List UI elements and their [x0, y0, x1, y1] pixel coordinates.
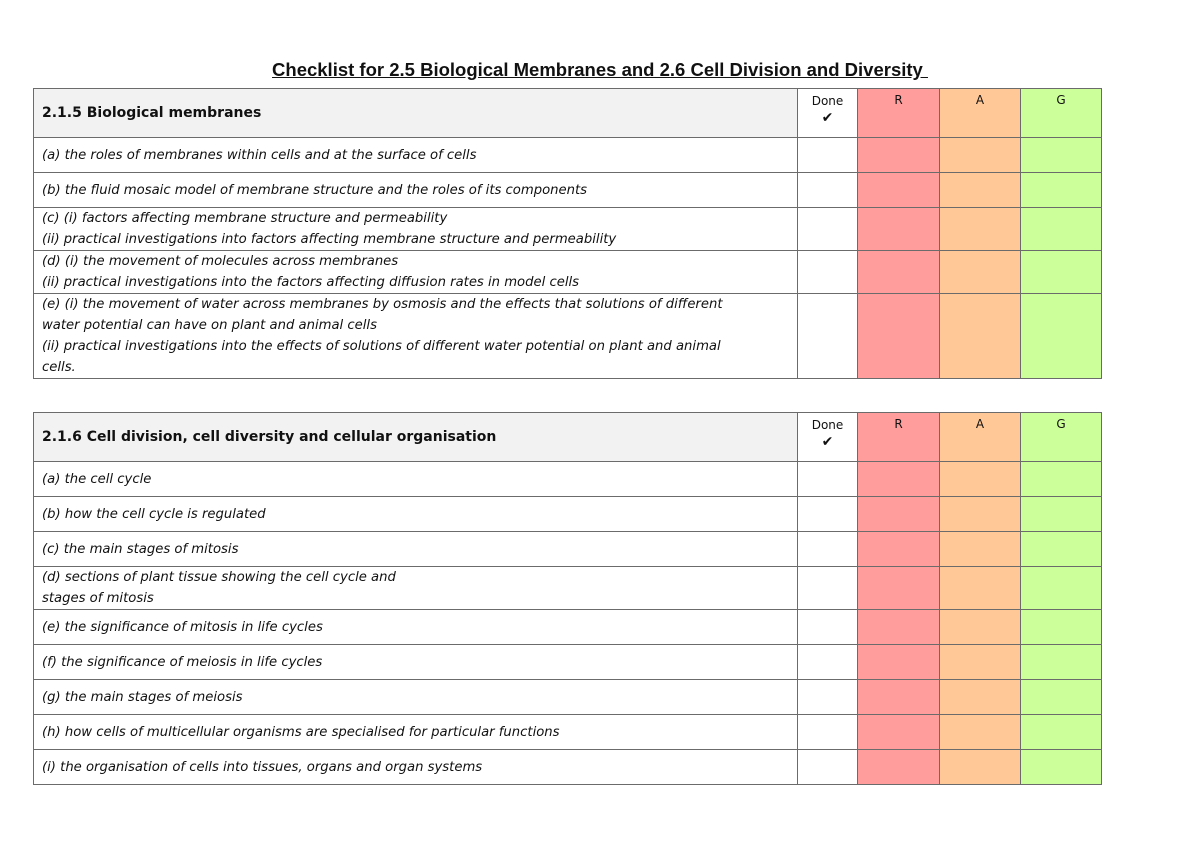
red-column-header: R	[858, 89, 940, 138]
checklist-row	[34, 294, 1102, 379]
done-label: Done	[811, 418, 844, 432]
done-label: Done	[811, 94, 844, 108]
topic-text: (a) the roles of membranes within cells and at the surface of cells	[42, 147, 477, 163]
checklist-row	[34, 645, 1102, 680]
topic-cell	[34, 294, 798, 379]
checklist-row	[34, 462, 1102, 497]
topic-cell	[34, 173, 798, 208]
topic-text: (c) the main stages of mitosis	[42, 541, 239, 557]
red-rating-cell[interactable]	[858, 138, 940, 173]
topic-cell	[34, 138, 798, 173]
topic-cell	[34, 567, 798, 610]
section-heading: 2.1.5 Biological membranes	[34, 89, 798, 138]
section-header-row	[34, 89, 1102, 138]
done-column-header	[798, 89, 858, 138]
green-rating-cell[interactable]	[1021, 138, 1102, 173]
topic-text: (f) the significance of meiosis in life cycles	[42, 654, 323, 670]
checkmark-icon: ✔	[821, 110, 834, 126]
green-column-header: G	[1021, 413, 1102, 462]
amber-rating-cell[interactable]	[940, 497, 1021, 532]
topic-text: (b) how the cell cycle is regulated	[42, 506, 266, 522]
topic-cell	[34, 750, 798, 785]
checklist-row	[34, 610, 1102, 645]
red-rating-cell[interactable]	[858, 173, 940, 208]
done-column-header	[798, 413, 858, 462]
amber-rating-cell[interactable]	[940, 294, 1021, 379]
checklist-row	[34, 532, 1102, 567]
done-checkbox-cell[interactable]	[798, 750, 858, 785]
done-checkbox-cell[interactable]	[798, 462, 858, 497]
page-title: Checklist for 2.5 Biological Membranes and 2.6 Cell Division and Diversity	[272, 59, 928, 80]
done-checkbox-cell[interactable]	[798, 567, 858, 610]
topic-cell	[34, 251, 798, 294]
amber-rating-cell[interactable]	[940, 138, 1021, 173]
red-rating-cell[interactable]	[858, 208, 940, 251]
topic-text: (ii) practical investigations into the effects of solutions of different water potential on plant and animal	[42, 339, 721, 354]
amber-rating-cell[interactable]	[940, 610, 1021, 645]
topic-cell	[34, 680, 798, 715]
done-checkbox-cell[interactable]	[798, 680, 858, 715]
red-rating-cell[interactable]	[858, 462, 940, 497]
done-checkbox-cell[interactable]	[798, 497, 858, 532]
checklist-table-cell-division	[33, 412, 1102, 785]
amber-rating-cell[interactable]	[940, 532, 1021, 567]
green-rating-cell[interactable]	[1021, 645, 1102, 680]
amber-rating-cell[interactable]	[940, 251, 1021, 294]
green-rating-cell[interactable]	[1021, 750, 1102, 785]
green-rating-cell[interactable]	[1021, 680, 1102, 715]
amber-column-header: A	[940, 89, 1021, 138]
red-rating-cell[interactable]	[858, 715, 940, 750]
topic-cell	[34, 610, 798, 645]
topic-cell	[34, 462, 798, 497]
checklist-row	[34, 497, 1102, 532]
green-rating-cell[interactable]	[1021, 208, 1102, 251]
green-column-header: G	[1021, 89, 1102, 138]
topic-text: (e) (i) the movement of water across membranes by osmosis and the effects that solutions of different	[42, 297, 723, 312]
checklist-row	[34, 567, 1102, 610]
checkmark-icon: ✔	[821, 434, 834, 450]
red-rating-cell[interactable]	[858, 750, 940, 785]
topic-text: (h) how cells of multicellular organisms are specialised for particular functions	[42, 724, 560, 740]
topic-text: (c) (i) factors affecting membrane structure and permeability	[42, 211, 448, 226]
section-heading: 2.1.6 Cell division, cell diversity and cellular organisation	[34, 413, 798, 462]
red-rating-cell[interactable]	[858, 251, 940, 294]
section-header-row	[34, 413, 1102, 462]
topic-text: (i) the organisation of cells into tissues, organs and organ systems	[42, 759, 483, 775]
checklist-row	[34, 173, 1102, 208]
topic-text: (a) the cell cycle	[42, 471, 152, 487]
amber-rating-cell[interactable]	[940, 173, 1021, 208]
amber-column-header: A	[940, 413, 1021, 462]
green-rating-cell[interactable]	[1021, 715, 1102, 750]
topic-cell	[34, 645, 798, 680]
amber-rating-cell[interactable]	[940, 715, 1021, 750]
checklist-row	[34, 208, 1102, 251]
amber-rating-cell[interactable]	[940, 750, 1021, 785]
green-rating-cell[interactable]	[1021, 462, 1102, 497]
done-checkbox-cell[interactable]	[798, 208, 858, 251]
checklist-row	[34, 138, 1102, 173]
amber-rating-cell[interactable]	[940, 208, 1021, 251]
done-checkbox-cell[interactable]	[798, 251, 858, 294]
checklist-row	[34, 715, 1102, 750]
topic-text: (ii) practical investigations into factors affecting membrane structure and permeability	[42, 232, 617, 247]
green-rating-cell[interactable]	[1021, 610, 1102, 645]
topic-text: (d) sections of plant tissue showing the cell cycle and	[42, 570, 396, 585]
red-rating-cell[interactable]	[858, 532, 940, 567]
done-checkbox-cell[interactable]	[798, 715, 858, 750]
topic-cell	[34, 715, 798, 750]
topic-text: stages of mitosis	[42, 591, 154, 606]
amber-rating-cell[interactable]	[940, 462, 1021, 497]
red-rating-cell[interactable]	[858, 610, 940, 645]
topic-text: (b) the fluid mosaic model of membrane structure and the roles of its components	[42, 182, 588, 198]
topic-text: (e) the significance of mitosis in life cycles	[42, 619, 323, 635]
topic-cell	[34, 532, 798, 567]
green-rating-cell[interactable]	[1021, 294, 1102, 379]
red-column-header: R	[858, 413, 940, 462]
checklist-row	[34, 750, 1102, 785]
topic-text: cells.	[42, 360, 76, 375]
done-checkbox-cell[interactable]	[798, 645, 858, 680]
topic-text: (ii) practical investigations into the factors affecting diffusion rates in model cells	[42, 275, 580, 290]
red-rating-cell[interactable]	[858, 294, 940, 379]
done-checkbox-cell[interactable]	[798, 532, 858, 567]
red-rating-cell[interactable]	[858, 680, 940, 715]
checklist-row	[34, 251, 1102, 294]
green-rating-cell[interactable]	[1021, 532, 1102, 567]
amber-rating-cell[interactable]	[940, 645, 1021, 680]
red-rating-cell[interactable]	[858, 567, 940, 610]
topic-text: water potential can have on plant and animal cells	[42, 318, 377, 333]
topic-cell	[34, 208, 798, 251]
green-rating-cell[interactable]	[1021, 497, 1102, 532]
green-rating-cell[interactable]	[1021, 567, 1102, 610]
done-checkbox-cell[interactable]	[798, 173, 858, 208]
topic-text: (g) the main stages of meiosis	[42, 689, 243, 705]
green-rating-cell[interactable]	[1021, 173, 1102, 208]
done-checkbox-cell[interactable]	[798, 610, 858, 645]
topic-text: (d) (i) the movement of molecules across membranes	[42, 254, 399, 269]
red-rating-cell[interactable]	[858, 497, 940, 532]
green-rating-cell[interactable]	[1021, 251, 1102, 294]
checklist-table-membranes	[33, 88, 1102, 379]
amber-rating-cell[interactable]	[940, 680, 1021, 715]
done-checkbox-cell[interactable]	[798, 294, 858, 379]
checklist-row	[34, 680, 1102, 715]
red-rating-cell[interactable]	[858, 645, 940, 680]
topic-cell	[34, 497, 798, 532]
amber-rating-cell[interactable]	[940, 567, 1021, 610]
done-checkbox-cell[interactable]	[798, 138, 858, 173]
